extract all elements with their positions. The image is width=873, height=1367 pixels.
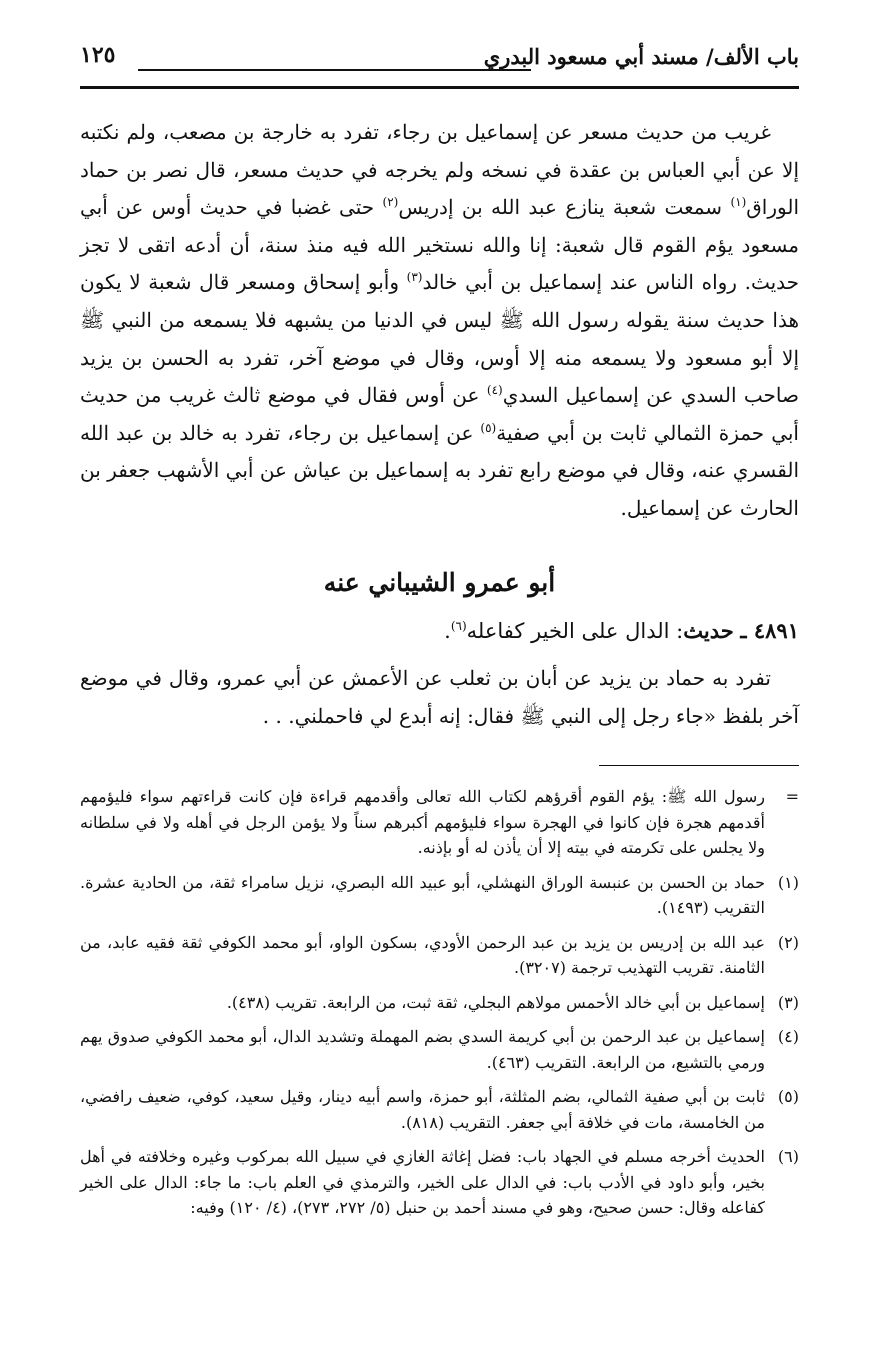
footnote-mark: =	[785, 787, 799, 806]
footnote-mark: (٤)	[777, 1027, 799, 1046]
footnote-mark: (٢)	[777, 932, 799, 952]
footnote-2	[80, 930, 799, 981]
footnote-text: رسول الله ﷺ: يؤم القوم أقرؤهم لكتاب الله تعالى وأقدمهم قراءة فإن كانت قراءتهم سواء فليؤمهم أقدمهم هجرة فإن كانوا في الهجرة سواء فليؤمهم أكبرهم سناً ولا يؤمن الرجل في أهله ولا في سلطانه ولا يجلس على تكرمته في بيته إلا أن يأذن له أو بإذنه.	[80, 787, 765, 857]
footnote-ref-4: (٤)	[486, 383, 503, 398]
footnote-text: إسماعيل بن أبي خالد الأحمس مولاهم البجلي، ثقة ثبت، من الرابعة. تقريب (٤٣٨).	[226, 992, 765, 1012]
footnote-ref-6: (٦)	[450, 619, 467, 633]
footnote-text: ثابت بن أبي صفية الثمالي، بضم المثلثة، أبو حمزة، واسم أبيه دينار، وقيل سعيد، كوفي، ضعيف رافضي، من الخامسة، مات في خلافة أبي جعفر. التقريب (٨١٨).	[80, 1087, 765, 1132]
footnote-6	[80, 1144, 799, 1221]
hadith-title-line	[80, 613, 799, 649]
footnote-text: حماد بن الحسن بن عنبسة الوراق النهشلي، أبو عبيد الله البصري، نزيل سامراء ثقة، من الحادية عشرة. التقريب (١٤٩٣).	[80, 872, 765, 917]
footnote-1	[80, 870, 799, 921]
footnote-ref-1: (١)	[730, 195, 747, 210]
paragraph-text	[80, 114, 799, 528]
footnotes	[80, 784, 799, 1230]
footnote-4	[80, 1024, 799, 1075]
footnote-5	[80, 1084, 799, 1135]
header-title: باب الألف/ مسند أبي مسعود البدري	[483, 44, 799, 69]
header-leader-line	[138, 69, 531, 71]
footnote-3	[80, 990, 799, 1016]
footnote-text: عبد الله بن إدريس بن يزيد بن عبد الرحمن الأودي، بسكون الواو، أبو محمد الكوفي ثقة فقيه عابد، من الثامنة. تقريب التهذيب ترجمة (٣٢٠٧).	[80, 932, 765, 977]
text-run: غريب من حديث مسعر عن إسماعيل بن رجاء، تفرد به خارجة بن مصعب، ولم نكتبه إلا عن أبي العباس بن عقدة في نسخه ولم يخرجه في حديث مسعر، قال نصر بن حماد الوراق	[80, 120, 799, 220]
footnote-mark: (٣)	[777, 992, 799, 1012]
footnote-mark: (٥)	[777, 1087, 799, 1106]
page-number: ١٢٥	[80, 42, 116, 68]
header-rule	[80, 86, 799, 89]
text-run: حتى غضبا في حديث أوس عن أبي مسعود يؤم القوم قال شعبة: إنا والله نستخير الله فيه منذ سنة، أن أدعه اتقى لا تجز حديث. رواه الناس عند إسماعيل بن أبي خالد	[80, 195, 800, 295]
footnote-continuation	[80, 784, 799, 861]
hadith-paragraph	[80, 660, 799, 735]
footnote-separator	[599, 765, 799, 766]
footnote-mark: (١)	[777, 872, 799, 892]
running-header	[80, 44, 799, 78]
footnote-mark: (٦)	[777, 1147, 799, 1166]
hadith-title: : الدال على الخير كفاعله	[466, 619, 684, 643]
footnote-text: إسماعيل بن عبد الرحمن بن أبي كريمة السدي بضم المهملة وتشديد الدال، أبو محمد الكوفي صدوق يهم ورمي بالتشيع، من الرابعة. التقريب (٤٦٣).	[80, 1027, 765, 1072]
footnote-text: الحديث أخرجه مسلم في الجهاد باب: فضل إغاثة الغازي في سبيل الله بمركوب وغيره وخلافته في أهل بخير، وأبو داود في الأدب باب: في الدال على الخير، والترمذي في العلم باب: ما جاء: الدال على الخير كفاعله وقال: حسن صحيح، وهو في مسند أحمد بن حنبل (٥/ ٢٧٢، ٢٧٣)، (٤/ ١٢٠) وفيه:	[80, 1147, 765, 1217]
hadith-title-end: .	[444, 619, 451, 643]
footnote-ref-3: (٣)	[406, 270, 423, 285]
text-run: سمعت شعبة ينازع عبد الله بن إدريس	[398, 195, 731, 220]
footnote-ref-5: (٥)	[480, 420, 497, 435]
footnote-ref-2: (٢)	[382, 195, 399, 210]
text-run: عن إسماعيل بن رجاء، تفرد به خالد بن عبد الله القسري عنه، وقال في موضع رابع تفرد به إسماعيل بن عياش عن أبي الأشهب جعفر بن الحارث عن إسماعيل.	[80, 420, 799, 520]
hadith-paragraph-text: تفرد به حماد بن يزيد عن أبان بن ثعلب عن الأعمش عن أبي عمرو، وقال في موضع آخر بلفظ «جاء رجل إلى النبي ﷺ فقال: إنه أبدع لي فاحملني. . .	[80, 666, 799, 728]
text-run: عن أوس فقال في موضع ثالث غريب من حديث أبي حمزة الثمالي ثابت بن أبي صفية	[80, 383, 799, 445]
main-paragraph	[80, 114, 799, 528]
hadith-label: حديث	[683, 618, 734, 643]
section-heading: أبو عمرو الشيباني عنه	[323, 568, 556, 597]
hadith-number: ٤٨٩١ ـ	[740, 618, 799, 643]
text-run: وأبو إسحاق ومسعر قال شعبة لا يكون هذا حديث سنة يقوله رسول الله ﷺ ليس في الدنيا من يشبهه فلا يسمعه من النبي ﷺ إلا أبو مسعود ولا يسمعه منه إلا أوس، وقال في موضع آخر، تفرد به الحسن بن يزيد صاحب السدي عن إسماعيل السدي	[80, 270, 799, 408]
